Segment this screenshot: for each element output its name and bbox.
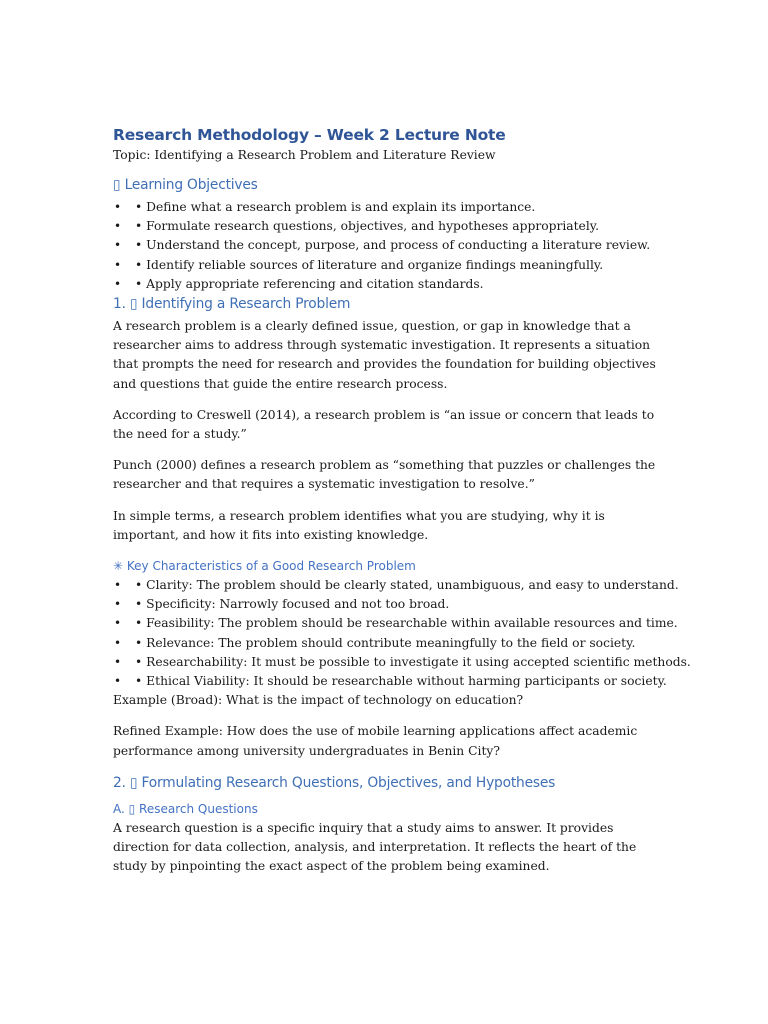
section1-paragraph-punch: Punch (2000) defines a research problem as “something that puzzles or challenges the researcher and that requires a systematic investigation to resolve.”: [113, 458, 656, 492]
section1-heading: 1. ▯ Identifying a Research Problem: [113, 296, 351, 313]
bullet-icon: •: [114, 654, 122, 669]
learning-objectives-heading: ▯ Learning Objectives: [113, 177, 258, 193]
example-refined: Refined Example: How does the use of mobile learning applications affect academic performance among university undergraduates in Benin City?: [113, 724, 638, 758]
bullet-icon: •: [114, 219, 122, 234]
bullet-icon: •: [114, 276, 122, 291]
characteristics-list: [113, 576, 691, 691]
bullet-icon: •: [114, 257, 122, 272]
list-item: • • Understand the concept, purpose, and process of conducting a literature review.: [113, 236, 658, 255]
list-item: • • Define what a research problem is and explain its importance.: [113, 198, 658, 217]
section1-paragraph-simple-terms: In simple terms, a research problem identifies what you are studying, why it is important, and how it fits into existing knowledge.: [113, 508, 605, 542]
bullet-icon: •: [114, 578, 122, 593]
list-item: • • Formulate research questions, objectives, and hypotheses appropriately.: [113, 217, 658, 236]
document-title: Research Methodology – Week 2 Lecture Note: [113, 126, 506, 144]
research-questions-paragraph: A research question is a specific inquiry that a study aims to answer. It provides direction for data collection, analysis, and interpretation. It reflects the heart of the study by pinpointing the exact aspect of the problem being examined.: [113, 820, 637, 874]
bullet-icon: •: [114, 616, 122, 631]
document-topic: Topic: Identifying a Research Problem and Literature Review: [113, 148, 496, 162]
example-broad: Example (Broad): What is the impact of technology on education?: [113, 693, 524, 708]
list-item: • • Specificity: Narrowly focused and not too broad.: [113, 595, 658, 614]
document-page: [113, 124, 691, 888]
section2-heading: 2. ▯ Formulating Research Questions, Objectives, and Hypotheses: [113, 774, 556, 791]
section1-paragraph-creswell: According to Creswell (2014), a research problem is “an issue or concern that leads to the need for a study.”: [113, 407, 655, 442]
characteristics-heading: ✳ Key Characteristics of a Good Research Problem: [113, 559, 416, 574]
bullet-icon: •: [114, 597, 122, 612]
list-item: • • Ethical Viability: It should be researchable without harming participants or society.: [113, 672, 658, 691]
research-questions-heading: A. ▯ Research Questions: [113, 801, 258, 816]
list-item: • • Identify reliable sources of literature and organize findings meaningfully.: [113, 256, 658, 275]
section1-paragraph-definition: A research problem is a clearly defined issue, question, or gap in knowledge that a researcher aims to address through systematic investigation. It represents a situation that prompts the need for research and provides the foundation for building objectives and questions that guide the entire research process.: [113, 319, 656, 391]
list-item: • • Researchability: It must be possible to investigate it using accepted scientific methods.: [113, 653, 658, 672]
list-item: • • Clarity: The problem should be clearly stated, unambiguous, and easy to understand.: [113, 576, 658, 595]
bullet-icon: •: [114, 635, 122, 650]
bullet-icon: •: [114, 238, 122, 253]
bullet-icon: •: [114, 674, 122, 689]
list-item: • • Apply appropriate referencing and citation standards.: [113, 275, 658, 294]
list-item: • • Feasibility: The problem should be researchable within available resources and time.: [113, 614, 658, 633]
learning-objectives-list: [113, 198, 658, 294]
list-item: • • Relevance: The problem should contribute meaningfully to the field or society.: [113, 634, 658, 653]
bullet-icon: •: [114, 200, 122, 214]
